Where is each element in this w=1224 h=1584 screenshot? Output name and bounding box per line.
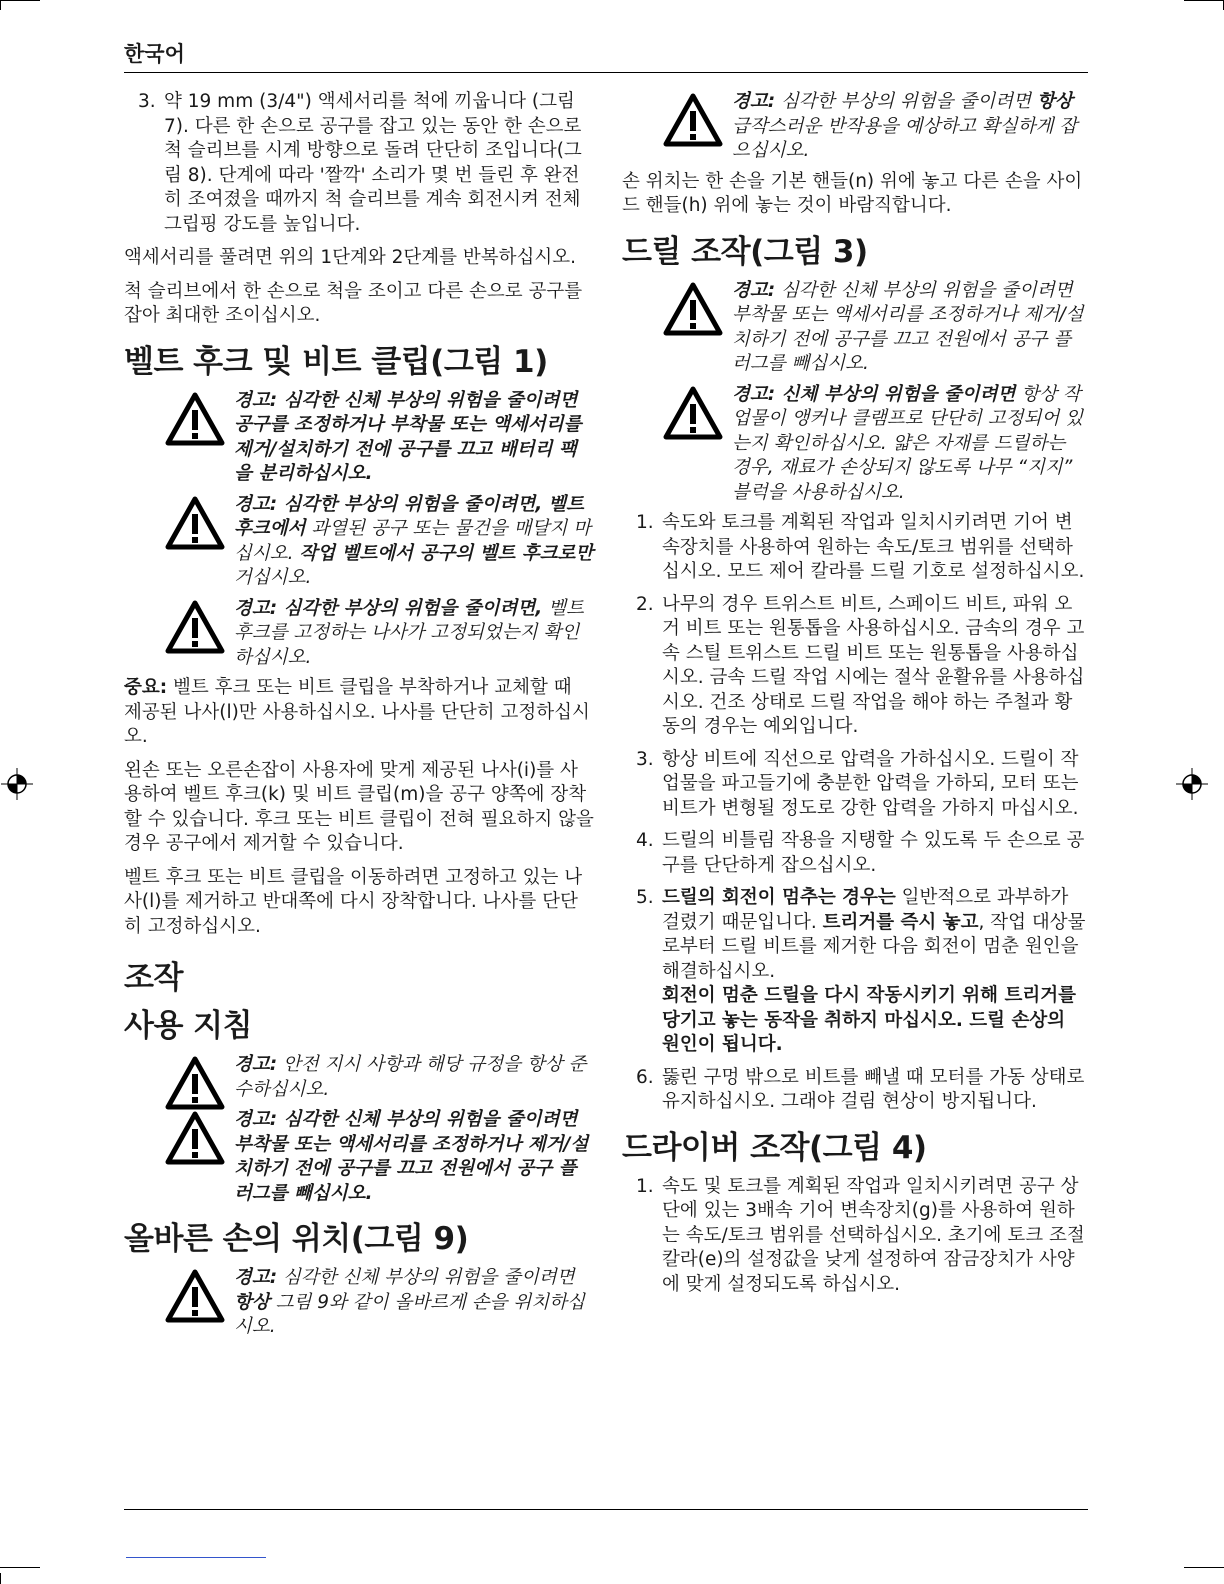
warning-block: 경고: 심각한 신체 부상의 위험을 줄이려면 공구를 조정하거나 부착물 또는 액세서리를 제거/설치하기 전에 공구를 끄고 배터리 팩을 분리하십시오. xyxy=(124,389,594,487)
registration-mark-icon xyxy=(1176,768,1208,800)
crop-mark xyxy=(0,1567,40,1568)
list-item: 1. 속도 및 토크를 계획된 작업과 일치시키려면 공구 상단에 있는 3배속 기어 변속장치(g)를 사용하여 원하는 속도/토크 범위를 선택하십시오. 초기에 토크 조절 칼라(e)의 설정값을 낮게 설정하여 잠금장치가 사양에 맞게 설정되도록 하십시오. xyxy=(636,1175,1085,1295)
crop-mark xyxy=(1184,1567,1224,1568)
warning-block: 경고: 심각한 부상의 위험을 줄이려면 항상 급작스러운 반작용을 예상하고 확실하게 잡으십시오. xyxy=(622,90,1088,164)
chuck-steps xyxy=(124,90,594,237)
left-column xyxy=(124,90,594,1346)
paragraph: 액세서리를 풀려면 위의 1단계와 2단계를 반복하십시오. xyxy=(124,247,576,268)
warning-icon xyxy=(164,1268,226,1324)
section-heading: 조작 xyxy=(124,960,183,996)
warning-block: 경고: 심각한 부상의 위험을 줄이려면, 벨트 후크를 고정하는 나사가 고정되었는지 확인하십시오. xyxy=(124,597,594,671)
warning-icon xyxy=(662,281,724,337)
registration-mark-icon xyxy=(1,768,33,800)
crop-mark xyxy=(0,0,1,10)
warning-block: 경고: 심각한 부상의 위험을 줄이려면, 벨트 후크에서 과열된 공구 또는 물건을 매달지 마십시오. 작업 벨트에서 공구의 벨트 후크로만 거십시오. xyxy=(124,493,594,591)
section-heading: 사용 지침 xyxy=(124,1008,253,1044)
warning-block: 경고: 심각한 신체 부상의 위험을 줄이려면 부착물 또는 액세서리를 조정하거나 제거/설치하기 전에 공구를 끄고 전원에서 공구 플러그를 빼십시오. xyxy=(124,1108,594,1206)
warning-block: 경고: 심각한 신체 부상의 위험을 줄이려면 항상 그림 9와 같이 올바르게 손을 위치하십시오. xyxy=(124,1266,594,1340)
footer-rule xyxy=(124,1509,1088,1510)
important-note: 중요: 벨트 후크 또는 비트 클립을 부착하거나 교체할 때 제공된 나사(l)만 사용하십시오. 나사를 단단히 고정하십시오. xyxy=(124,677,590,747)
warning-block: 경고: 신체 부상의 위험을 줄이려면 항상 작업물이 앵커나 클램프로 단단히 고정되어 있는지 확인하십시오. 얇은 자재를 드릴하는 경우, 재료가 손상되지 않도록 나무 “지지” 블럭을 사용하십시오. xyxy=(622,383,1088,506)
warning-block: 경고: 심각한 신체 부상의 위험을 줄이려면 부착물 또는 액세서리를 조정하거나 제거/설치하기 전에 공구를 끄고 전원에서 공구 플러그를 빼십시오. xyxy=(622,279,1088,377)
header-rule xyxy=(124,72,1088,73)
crop-mark xyxy=(1184,0,1224,1)
drill-steps xyxy=(622,511,1088,1115)
list-item: 4. 드릴의 비틀림 작용을 지탱할 수 있도록 두 손으로 공구를 단단하게 잡으십시오. xyxy=(636,830,1085,876)
section-heading: 벨트 후크 및 비트 클립(그림 1) xyxy=(124,343,548,380)
list-item: 3. 항상 비트에 직선으로 압력을 가하십시오. 드릴이 작업물을 파고들기에 충분한 압력을 가하되, 모터 또는 비트가 변형될 정도로 강한 압력을 가하지 마십시오. xyxy=(636,748,1079,819)
warning-icon xyxy=(662,385,724,441)
warning-icon xyxy=(164,495,226,551)
warning-icon xyxy=(164,1055,226,1111)
crop-mark xyxy=(0,0,40,1)
warning-icon xyxy=(164,599,226,655)
header-language: 한국어 xyxy=(124,42,185,66)
crop-mark xyxy=(0,1573,1,1584)
paragraph: 벨트 후크 또는 비트 클립을 이동하려면 고정하고 있는 나사(l)를 제거하고 반대쪽에 다시 장착합니다. 나사를 단단히 고정하십시오. xyxy=(124,866,583,937)
right-column xyxy=(622,90,1088,1306)
section-heading: 드릴 조작(그림 3) xyxy=(622,233,868,270)
list-item: 1. 속도와 토크를 계획된 작업과 일치시키려면 기어 변속장치를 사용하여 원하는 속도/토크 범위를 선택하십시오. 모드 제어 칼라를 드릴 기호로 설정하십시오. xyxy=(636,512,1085,582)
list-item: 2. 나무의 경우 트위스트 비트, 스페이드 비트, 파워 오거 비트 또는 원통톱을 사용하십시오. 금속의 경우 고속 스틸 트위스트 드릴 비트 또는 원통톱을 사용하십시오. 금속 드릴 작업 시에는 절삭 윤활유를 사용하십시오. 건조 상태로 드릴 작업을 해야 하는 주철과 황동의 경우는 예외입니다. xyxy=(636,593,1085,737)
warning-block: 경고: 안전 지시 사항과 해당 규정을 항상 준수하십시오. xyxy=(124,1053,594,1102)
driver-steps xyxy=(622,1175,1088,1298)
footer-mark xyxy=(126,1557,266,1558)
section-heading: 올바른 손의 위치(그림 9) xyxy=(124,1221,469,1257)
paragraph: 왼손 또는 오른손잡이 사용자에 맞게 제공된 나사(i)를 사용하여 벨트 후크(k) 및 비트 클립(m)을 공구 양쪽에 장착할 수 있습니다. 후크 또는 비트 클립이 전혀 필요하지 않을 경우 공구에서 제거할 수 있습니다. xyxy=(124,759,594,854)
list-item: 3. 약 19 mm (3/4") 액세서리를 척에 끼웁니다 (그림 7). 다른 한 손으로 공구를 잡고 있는 동안 한 손으로 척 슬리브를 시계 방향으로 돌려 단단히 조입니다(그림 8). 단계에 따라 '짤깍' 소리가 몇 번 들린 후 완전히 조여졌을 때까지 척 슬리브를 계속 회전시켜 전체 그립핑 강도를 높입니다. xyxy=(138,91,582,235)
warning-icon xyxy=(164,1110,226,1166)
list-item: 6. 뚫린 구멍 밖으로 비트를 빼낼 때 모터를 가동 상태로 유지하십시오. 그래야 걸림 현상이 방지됩니다. xyxy=(636,1066,1085,1112)
paragraph: 척 슬리브에서 한 손으로 척을 조이고 다른 손으로 공구를 잡아 최대한 조이십시오. xyxy=(124,280,583,326)
paragraph: 손 위치는 한 손을 기본 핸들(n) 위에 놓고 다른 손을 사이드 핸들(h) 위에 놓는 것이 바람직합니다. xyxy=(622,170,1083,216)
section-heading: 드라이버 조작(그림 4) xyxy=(622,1129,927,1166)
warning-icon xyxy=(662,92,724,148)
list-item: 5. 드릴의 회전이 멈추는 경우는 일반적으로 과부하가 걸렸기 때문입니다. 트리거를 즉시 놓고, 작업 대상물로부터 드릴 비트를 제거한 다음 회전이 멈춘 원인을 해결하십시오. 회전이 멈춘 드릴을 다시 작동시키기 위해 트리거를 당기고 놓는 동작을 취하지 마십시오. 드릴 손상의 원인이 됩니다. xyxy=(636,887,1086,1055)
warning-icon xyxy=(164,391,226,447)
